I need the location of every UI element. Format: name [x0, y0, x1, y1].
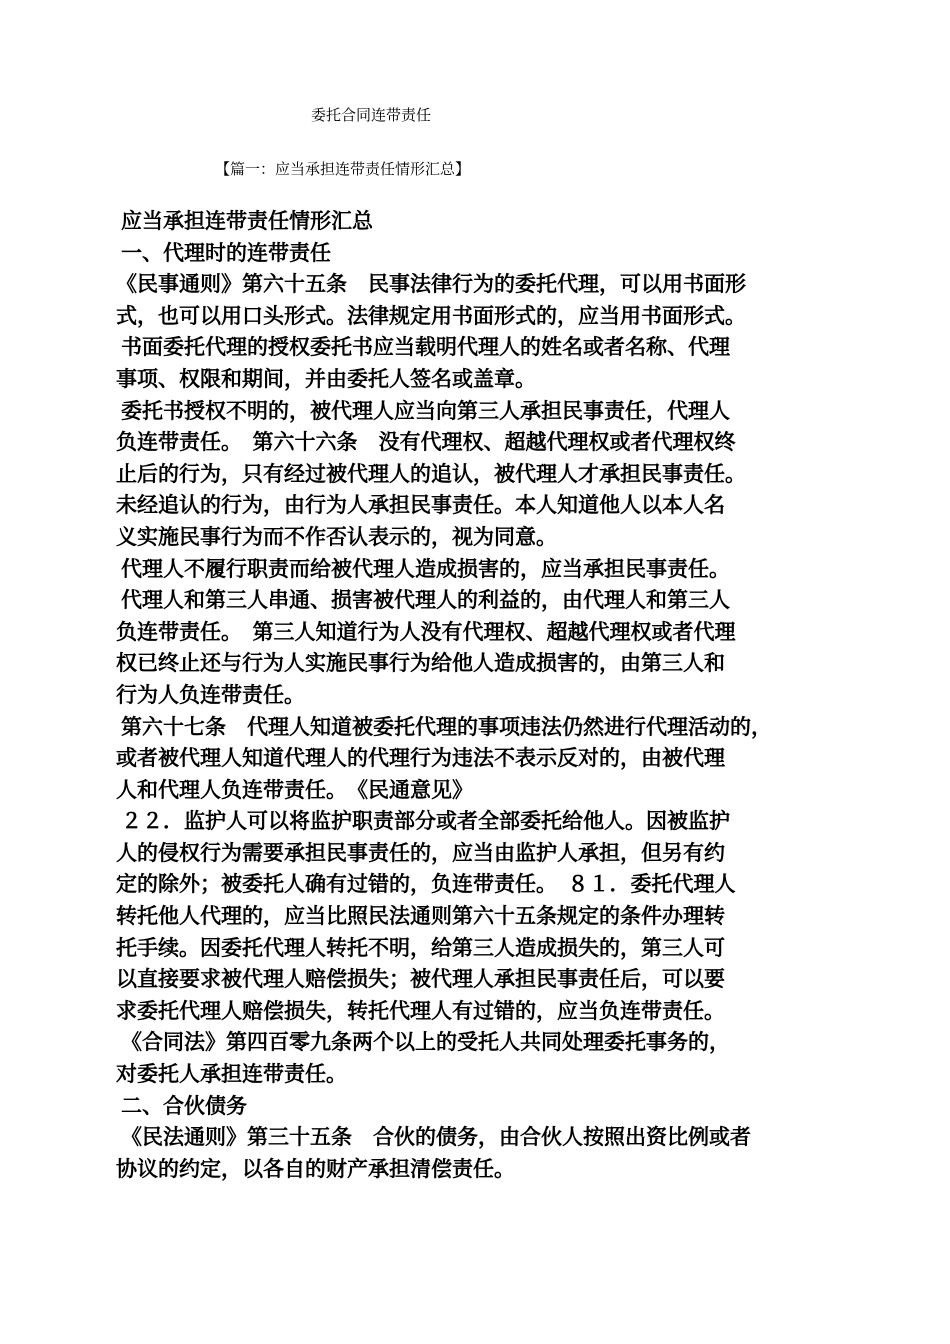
text-line: 行为人负连带责任。 — [116, 681, 305, 707]
text-line: 事项、权限和期间，并由委托人签名或盖章。 — [116, 365, 536, 391]
text-line: 转托他人代理的，应当比照民法通则第六十五条规定的条件办理转 — [116, 903, 725, 929]
document-subtitle: 【篇一：应当承担连带责任情形汇总】 — [215, 160, 471, 178]
text-line: 定的除外；被委托人确有过错的，负连带责任。 ８１．委托代理人 — [116, 871, 736, 897]
text-line: 一、代理时的连带责任 — [121, 239, 331, 265]
text-line: 以直接要求被代理人赔偿损失；被代理人承担民事责任后，可以要 — [116, 966, 725, 992]
text-line: 《民法通则》第三十五条 合伙的债务，由合伙人按照出资比例或者 — [121, 1124, 751, 1150]
text-line: 代理人不履行职责而给被代理人造成损害的，应当承担民事责任。 — [121, 555, 730, 581]
text-line: ２２．监护人可以将监护职责部分或者全部委托给他人。因被监护 — [121, 808, 730, 834]
text-line: 二、合伙债务 — [121, 1092, 247, 1118]
text-line: 托手续。因委托代理人转托不明，给第三人造成损失的，第三人可 — [116, 934, 725, 960]
text-line: 第六十七条 代理人知道被委托代理的事项违法仍然进行代理活动的， — [121, 713, 772, 739]
text-line: 《民事通则》第六十五条 民事法律行为的委托代理，可以用书面形 — [116, 271, 746, 297]
text-line: 书面委托代理的授权委托书应当载明代理人的姓名或者名称、代理 — [121, 334, 730, 360]
text-line: 求委托代理人赔偿损失，转托代理人有过错的，应当负连带责任。 — [116, 997, 725, 1023]
text-line: 式，也可以用口头形式。法律规定用书面形式的，应当用书面形式。 — [116, 302, 746, 328]
text-line: 协议的约定，以各自的财产承担清偿责任。 — [116, 1155, 515, 1181]
text-line: 对委托人承担连带责任。 — [116, 1061, 347, 1087]
text-line: 人的侵权行为需要承担民事责任的，应当由监护人承担，但另有约 — [116, 839, 725, 865]
text-line: 人和代理人负连带责任。 《民通意见》 — [116, 776, 473, 802]
text-line: 应当承担连带责任情形汇总 — [121, 208, 373, 233]
text-line: 止后的行为，只有经过被代理人的追认，被代理人才承担民事责任。 — [116, 460, 746, 486]
text-line: 负连带责任。 第三人知道行为人没有代理权、超越代理权或者代理 — [116, 618, 736, 644]
text-line: 《合同法》第四百零九条两个以上的受托人共同处理委托事务的， — [121, 1029, 730, 1055]
text-line: 权已终止还与行为人实施民事行为给他人造成损害的，由第三人和 — [116, 650, 725, 676]
document-title: 委托合同连带责任 — [311, 106, 432, 124]
text-line: 代理人和第三人串通、损害被代理人的利益的，由代理人和第三人 — [121, 587, 730, 613]
text-line: 或者被代理人知道代理人的代理行为违法不表示反对的，由被代理 — [116, 745, 725, 771]
text-line: 未经追认的行为，由行为人承担民事责任。本人知道他人以本人名 — [116, 492, 725, 518]
text-line: 义实施民事行为而不作否认表示的，视为同意。 — [116, 523, 557, 549]
text-line: 负连带责任。 第六十六条 没有代理权、超越代理权或者代理权终 — [116, 429, 736, 455]
text-line: 委托书授权不明的，被代理人应当向第三人承担民事责任，代理人 — [121, 397, 730, 423]
document-body — [116, 205, 836, 1184]
